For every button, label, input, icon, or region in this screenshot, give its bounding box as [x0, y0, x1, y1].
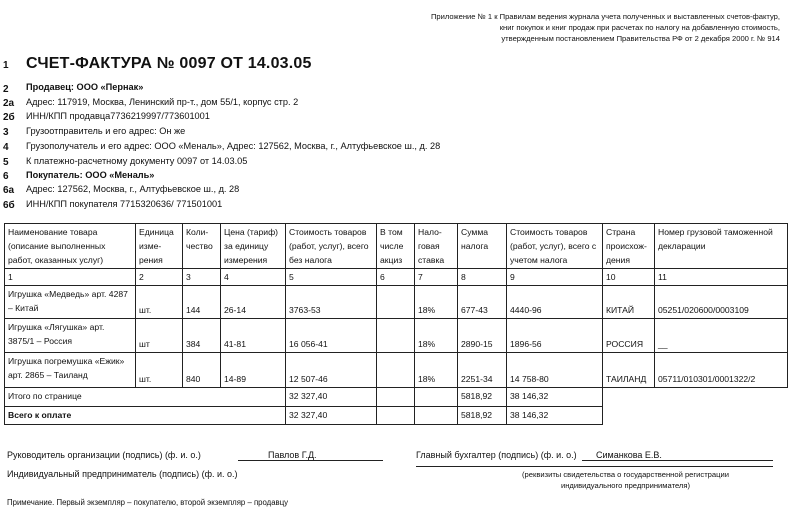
accountant-name: Симанкова Е.В. — [596, 450, 662, 460]
table-header-cell: Нало-говая ставка — [415, 224, 458, 269]
row-number: 5 — [3, 157, 9, 168]
column-number: 4 — [221, 269, 286, 286]
grand-total-sum-no-tax: 32 327,40 — [286, 407, 377, 425]
footnote: Примечание. Первый экземпляр – покупателю, второй экземпляр – продавцу — [7, 498, 289, 507]
seller-address-line: Адрес: 117919, Москва, Ленинский пр-т., дом 55/1, корпус стр. 2 — [26, 97, 299, 107]
seller-line: Продавец: ООО «Пернак» — [26, 82, 144, 92]
excise-cell — [377, 319, 415, 353]
head-signature-line — [238, 460, 383, 461]
quantity-cell: 144 — [183, 286, 221, 319]
accountant-signature-label: Главный бухгалтер (подпись) (ф. и. о.) — [416, 450, 577, 460]
sum-no-tax-cell: 16 056-41 — [286, 319, 377, 353]
excise-cell — [377, 353, 415, 388]
consignee-line: Грузополучатель и его адрес: ООО «Меналь», Адрес: 127562, Москва, г., Алтуфьевское ш., д. 28 — [26, 141, 441, 151]
table-row — [5, 286, 788, 319]
customs-declaration-cell: 05251/020600/0003109 — [655, 286, 788, 319]
table-header-row — [5, 224, 788, 269]
page-total-tax: 5818,92 — [458, 388, 507, 407]
item-name-cell: Игрушка «Медведь» арт. 4287 – Китай — [5, 286, 136, 319]
buyer-line: Покупатель: ООО «Меналь» — [26, 170, 155, 180]
column-number: 3 — [183, 269, 221, 286]
excise-cell — [377, 286, 415, 319]
grand-total-tax: 5818,92 — [458, 407, 507, 425]
table-header-cell: Стоимость товаров (работ, услуг), всего с учетом налога — [507, 224, 603, 269]
tax-sum-cell: 2890-15 — [458, 319, 507, 353]
customs-declaration-cell: 05711/010301/0001322/2 — [655, 353, 788, 388]
table-header-cell: Сумма налога — [458, 224, 507, 269]
item-name-cell: Игрушка «Лягушка» арт. 3875/1 – Россия — [5, 319, 136, 353]
row-number: 6б — [3, 200, 15, 211]
shipper-line: Грузоотправитель и его адрес: Он же — [26, 126, 186, 136]
unit-cell: шт. — [136, 286, 183, 319]
tax-sum-cell: 2251-34 — [458, 353, 507, 388]
item-name-cell: Игрушка погремушка «Ежик» арт. 2865 – Таиланд — [5, 353, 136, 388]
invoice-table — [4, 223, 788, 425]
row-number: 3 — [3, 127, 9, 138]
accountant-signature-line — [582, 460, 773, 461]
tax-rate-cell: 18% — [415, 319, 458, 353]
buyer-address-line: Адрес: 127562, Москва, г., Алтуфьевское ш., д. 28 — [26, 184, 240, 194]
customs-declaration-cell: __ — [655, 319, 788, 353]
page-total-sum-with-tax: 38 146,32 — [507, 388, 603, 407]
table-header-cell: Единица изме-рения — [136, 224, 183, 269]
payment-doc-line: К платежно-расчетному документу 0097 от 14.03.05 — [26, 156, 248, 166]
price-cell: 14-89 — [221, 353, 286, 388]
table-row — [5, 319, 788, 353]
grand-total-sum-with-tax: 38 146,32 — [507, 407, 603, 425]
row-number: 2 — [3, 84, 9, 95]
page-total-label: Итого по странице — [5, 388, 286, 407]
certificate-line — [416, 466, 773, 467]
grand-total-row — [5, 407, 788, 425]
seller-inn-line: ИНН/КПП продавца7736219997/773601001 — [26, 111, 210, 121]
country-cell: КИТАЙ — [603, 286, 655, 319]
table-header-cell: Стоимость товаров (работ, услуг), всего без налога — [286, 224, 377, 269]
appendix-note-line: утвержденным постановлением Правительства РФ от 2 декабря 2000 г. № 914 — [501, 34, 780, 43]
quantity-cell: 840 — [183, 353, 221, 388]
column-number: 11 — [655, 269, 788, 286]
appendix-note-line: книг покупок и книг продаж при расчетах по налогу на добавленную стоимость, — [499, 23, 780, 32]
row-number: 4 — [3, 142, 9, 153]
price-cell: 41-81 — [221, 319, 286, 353]
row-number: 2а — [3, 98, 15, 109]
head-name: Павлов Г.Д. — [268, 450, 317, 460]
invoice-title: СЧЕТ-ФАКТУРА № 0097 ОТ 14.03.05 — [26, 55, 312, 72]
country-cell: РОССИЯ — [603, 319, 655, 353]
table-header-cell: Наименование товара (описание выполненных работ, оказанных услуг) — [5, 224, 136, 269]
table-header-cell: Страна происхож-дения — [603, 224, 655, 269]
tax-rate-cell: 18% — [415, 286, 458, 319]
sum-no-tax-cell: 12 507-46 — [286, 353, 377, 388]
row-number: 2б — [3, 112, 15, 123]
table-header-cell: Коли-чество — [183, 224, 221, 269]
column-number: 2 — [136, 269, 183, 286]
sum-with-tax-cell: 1896-56 — [507, 319, 603, 353]
sum-with-tax-cell: 4440-96 — [507, 286, 603, 319]
page-total-row — [5, 388, 788, 407]
sum-with-tax-cell: 14 758-80 — [507, 353, 603, 388]
column-number: 6 — [377, 269, 415, 286]
row-number: 6 — [3, 171, 9, 182]
table-header-cell: В том числе акциз — [377, 224, 415, 269]
entrepreneur-signature-label: Индивидуальный предприниматель (подпись) (ф. и. о.) — [7, 469, 238, 479]
column-number: 8 — [458, 269, 507, 286]
column-number: 1 — [5, 269, 136, 286]
head-signature-label: Руководитель организации (подпись) (ф. и. о.) — [7, 450, 201, 460]
table-header-cell: Номер грузовой таможенной декларации — [655, 224, 788, 269]
column-number: 5 — [286, 269, 377, 286]
column-number: 10 — [603, 269, 655, 286]
buyer-inn-line: ИНН/КПП покупателя 7715320636/ 771501001 — [26, 199, 223, 209]
page-total-sum-no-tax: 32 327,40 — [286, 388, 377, 407]
column-number: 9 — [507, 269, 603, 286]
price-cell: 26-14 — [221, 286, 286, 319]
quantity-cell: 384 — [183, 319, 221, 353]
column-number: 7 — [415, 269, 458, 286]
unit-cell: шт — [136, 319, 183, 353]
tax-rate-cell: 18% — [415, 353, 458, 388]
row-number: 6а — [3, 185, 15, 196]
country-cell: ТАИЛАНД — [603, 353, 655, 388]
certificate-note: (реквизиты свидетельства о государственной регистрации индивидуального предпринимателя) — [522, 470, 729, 490]
tax-sum-cell: 677-43 — [458, 286, 507, 319]
table-row — [5, 353, 788, 388]
appendix-note-line: Приложение № 1 к Правилам ведения журнала учета полученных и выставленных счетов-фактур, — [430, 12, 780, 21]
table-column-numbers-row — [5, 269, 788, 286]
grand-total-label: Всего к оплате — [5, 407, 286, 425]
unit-cell: шт. — [136, 353, 183, 388]
table-header-cell: Цена (тариф) за единицу измерения — [221, 224, 286, 269]
sum-no-tax-cell: 3763-53 — [286, 286, 377, 319]
appendix-note — [360, 11, 780, 44]
row-number: 1 — [3, 60, 9, 71]
